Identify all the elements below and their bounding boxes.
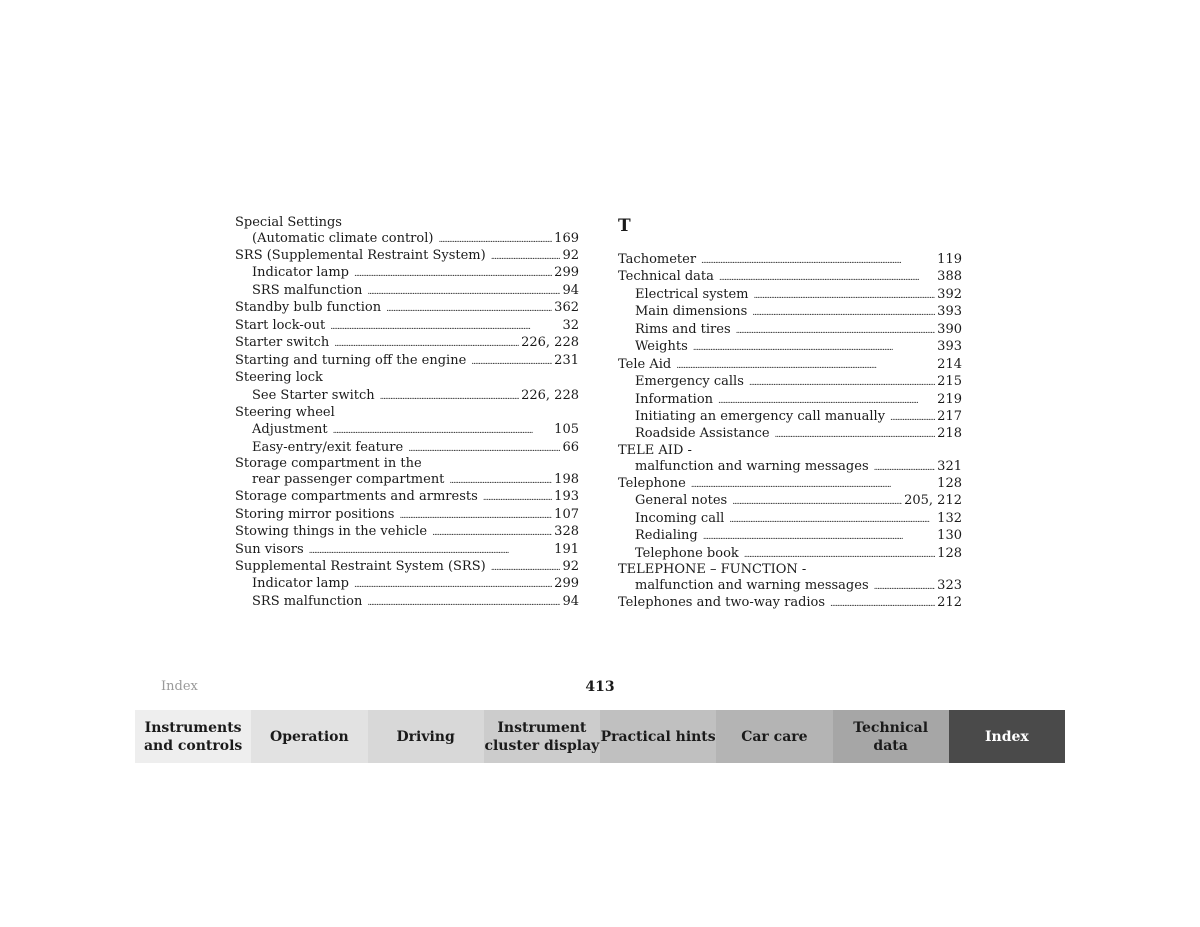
index-term-label: General notes (635, 493, 728, 509)
index-subentry[interactable] (618, 458, 962, 475)
page-reference[interactable]: 362 (554, 300, 579, 316)
index-term-label: Adjustment (252, 422, 328, 438)
index-term-label: Standby bulb function (235, 300, 382, 316)
index-entry (235, 369, 579, 386)
page-reference[interactable]: 393 (937, 339, 962, 355)
tab-car-care[interactable]: Car care (716, 710, 832, 763)
index-term-label: Rims and tires (635, 321, 731, 337)
tab-driving[interactable]: Driving (368, 710, 484, 763)
index-term-label: See Starter switch (252, 387, 375, 403)
index-entry (235, 334, 579, 351)
tab-practical-hints[interactable]: Practical hints (600, 710, 716, 763)
page-reference[interactable]: 105 (554, 422, 579, 438)
index-entry (235, 421, 579, 438)
page-reference[interactable]: 214 (937, 356, 962, 372)
index-subentry[interactable] (235, 230, 579, 247)
page-reference[interactable]: 130 (937, 528, 962, 544)
index-term-label: Start lock-out (235, 317, 326, 333)
index-entry (618, 443, 962, 475)
page-reference[interactable]: 321 (937, 458, 962, 474)
index-term-label: Weights (635, 339, 688, 355)
index-entry (235, 299, 579, 316)
page-reference[interactable]: 92 (562, 248, 579, 263)
index-subentry[interactable] (618, 373, 962, 390)
index-entry (618, 527, 962, 544)
index-subentry[interactable] (235, 471, 579, 488)
page-reference[interactable]: 299 (554, 265, 579, 281)
index-term[interactable] (235, 317, 579, 334)
index-entry (618, 356, 962, 373)
page-reference[interactable]: 226, 228 (521, 335, 579, 351)
index-term-label: SRS malfunction (252, 593, 363, 609)
index-subentry[interactable] (235, 264, 579, 281)
index-term[interactable] (235, 506, 579, 523)
index-subentry[interactable] (618, 408, 962, 425)
dot-leader (367, 593, 560, 612)
index-term-label: Supplemental Restraint System (SRS) (235, 559, 486, 574)
index-subentry[interactable] (618, 545, 962, 562)
index-subentry[interactable] (618, 391, 962, 408)
index-entry (618, 475, 962, 492)
page-reference[interactable]: 299 (554, 576, 579, 592)
index-term-label: Initiating an emergency call manually (635, 408, 886, 424)
index-entry (618, 268, 962, 285)
index-entry (235, 541, 579, 558)
index-entry (235, 456, 579, 488)
index-entry (235, 215, 579, 247)
index-entry (235, 593, 579, 610)
index-entry (618, 338, 962, 355)
page-reference[interactable]: 328 (554, 524, 579, 540)
page-reference[interactable]: 191 (554, 541, 579, 557)
page-reference[interactable]: 94 (562, 593, 579, 609)
index-term-label: Telephone book (635, 545, 739, 561)
index-subentry[interactable] (235, 387, 579, 404)
page-reference[interactable]: 392 (937, 286, 962, 302)
page-reference[interactable]: 119 (937, 252, 962, 267)
index-term[interactable] (235, 488, 579, 505)
page-reference[interactable]: 169 (554, 231, 579, 246)
index-term-label: Indicator lamp (252, 265, 349, 281)
page-reference[interactable]: 218 (937, 426, 962, 442)
index-entry (618, 492, 962, 509)
index-entry-heading: TELEPHONE – FUNCTION - (618, 562, 807, 577)
dot-leader (830, 594, 935, 613)
footer-section-label: Index (161, 679, 198, 694)
page-reference[interactable]: 128 (937, 475, 962, 491)
index-entry (618, 373, 962, 390)
index-subentry[interactable] (618, 425, 962, 442)
index-subentry[interactable] (235, 593, 579, 610)
index-subentry[interactable] (618, 303, 962, 320)
index-term-label: Telephones and two-way radios (618, 595, 826, 610)
index-subentry[interactable] (235, 282, 579, 299)
index-term (235, 369, 579, 386)
index-term-label: Emergency calls (635, 374, 744, 390)
page-reference[interactable]: 92 (562, 559, 579, 574)
index-column-left (235, 215, 579, 610)
page-reference[interactable]: 198 (554, 472, 579, 488)
index-subentry[interactable] (618, 577, 962, 594)
index-entry (618, 286, 962, 303)
page-reference[interactable]: 323 (937, 578, 962, 593)
index-entry (618, 408, 962, 425)
index-term-label: Steering wheel (235, 404, 335, 420)
page-reference[interactable]: 193 (554, 489, 579, 505)
index-term-label: Storing mirror positions (235, 506, 395, 522)
index-entry (235, 488, 579, 505)
index-term[interactable] (235, 334, 579, 351)
page-reference[interactable]: 212 (937, 595, 962, 610)
index-term-label: Telephone (618, 475, 686, 491)
index-entry (618, 545, 962, 562)
page-reference[interactable]: 66 (562, 439, 579, 455)
index-term-label: Tachometer (618, 252, 697, 267)
index-term-label: Easy-entry/exit feature (252, 439, 404, 455)
index-term-label: malfunction and warning messages (635, 458, 869, 474)
index-term-label: Electrical system (635, 286, 749, 302)
index-subentry[interactable] (618, 527, 962, 544)
index-term[interactable] (235, 247, 579, 264)
page-reference[interactable]: 128 (937, 545, 962, 561)
section-letter: T (618, 216, 631, 236)
index-term-label: Indicator lamp (252, 576, 349, 592)
index-entry (618, 391, 962, 408)
index-term-label: Information (635, 391, 714, 407)
index-entry (235, 506, 579, 523)
index-entry (618, 321, 962, 338)
index-term[interactable] (618, 251, 962, 268)
index-term[interactable] (618, 475, 962, 492)
index-term[interactable] (618, 594, 962, 611)
tab-index[interactable]: Index (949, 710, 1065, 763)
index-entry (618, 425, 962, 442)
index-entry (235, 282, 579, 299)
index-term[interactable] (235, 558, 579, 575)
index-entry (235, 264, 579, 281)
index-term-label: Steering lock (235, 370, 323, 386)
tab-instruments-and-controls[interactable]: Instruments and controls (135, 710, 251, 763)
index-entry (235, 352, 579, 369)
page-reference[interactable]: 388 (937, 269, 962, 285)
page-reference[interactable]: 132 (937, 510, 962, 526)
index-entry (618, 251, 962, 268)
index-entry (618, 562, 962, 594)
index-term-label: Roadside Assistance (635, 426, 770, 442)
index-term-label: Starter switch (235, 335, 330, 351)
index-subentry[interactable] (618, 286, 962, 303)
index-term-label: Incoming call (635, 510, 725, 526)
index-entry-heading: Storage compartment in the (235, 456, 422, 472)
page-reference[interactable]: 390 (937, 321, 962, 337)
index-term-label: rear passenger compartment (252, 472, 445, 488)
page-reference[interactable]: 219 (937, 391, 962, 407)
page-reference[interactable]: 393 (937, 304, 962, 320)
section-tab-bar (135, 710, 1065, 763)
page-reference[interactable]: 215 (937, 374, 962, 390)
index-entry (235, 387, 579, 404)
index-entry (235, 575, 579, 592)
index-entry (235, 558, 579, 575)
index-term-label: Stowing things in the vehicle (235, 524, 428, 540)
index-subentry[interactable] (235, 439, 579, 456)
tab-operation[interactable]: Operation (251, 710, 367, 763)
index-term[interactable] (618, 356, 962, 373)
tab-instrument-cluster-display[interactable]: Instrument cluster display (484, 710, 600, 763)
page-reference[interactable]: 94 (562, 282, 579, 298)
index-subentry[interactable] (618, 338, 962, 355)
index-entry (618, 303, 962, 320)
index-subentry[interactable] (618, 321, 962, 338)
page-reference[interactable]: 107 (554, 506, 579, 522)
index-entry (235, 439, 579, 456)
page-reference[interactable]: 32 (562, 317, 579, 333)
index-entry (235, 523, 579, 540)
index-subentry[interactable] (235, 421, 579, 438)
index-term-label: Tele Aid (618, 356, 672, 372)
tab-technical-data[interactable]: Technical data (833, 710, 949, 763)
index-entries-right (618, 251, 962, 611)
index-subentry[interactable] (618, 492, 962, 509)
index-term-label: (Automatic climate control) (252, 231, 434, 246)
index-entry-heading: Special Settings (235, 215, 342, 230)
page-reference[interactable]: 205, 212 (904, 493, 962, 509)
page-reference[interactable]: 226, 228 (521, 387, 579, 403)
page-reference[interactable]: 231 (554, 352, 579, 368)
index-term[interactable] (235, 541, 579, 558)
index-term[interactable] (618, 268, 962, 285)
index-entry (235, 404, 579, 421)
index-term (235, 404, 579, 421)
index-term-label: Storage compartments and armrests (235, 489, 478, 505)
page-number: 413 (585, 679, 615, 695)
page-reference[interactable]: 217 (937, 408, 962, 424)
index-term-label: Starting and turning off the engine (235, 352, 467, 368)
index-term-label: SRS (Supplemental Restraint System) (235, 248, 486, 263)
index-term-label: Redialing (635, 528, 698, 544)
index-term-label: SRS malfunction (252, 282, 363, 298)
index-entry (235, 247, 579, 264)
index-entry (235, 317, 579, 334)
index-entry (618, 510, 962, 527)
index-term[interactable] (235, 299, 579, 316)
index-term-label: Main dimensions (635, 304, 748, 320)
index-term-label: Technical data (618, 269, 714, 285)
index-subentry[interactable] (618, 510, 962, 527)
index-term-label: malfunction and warning messages (635, 578, 869, 593)
index-subentry[interactable] (235, 575, 579, 592)
index-term[interactable] (235, 352, 579, 369)
index-entry-heading: TELE AID - (618, 442, 692, 458)
index-term-label: Sun visors (235, 541, 304, 557)
index-entry (618, 594, 962, 611)
index-term[interactable] (235, 523, 579, 540)
index-column-right (618, 215, 962, 611)
